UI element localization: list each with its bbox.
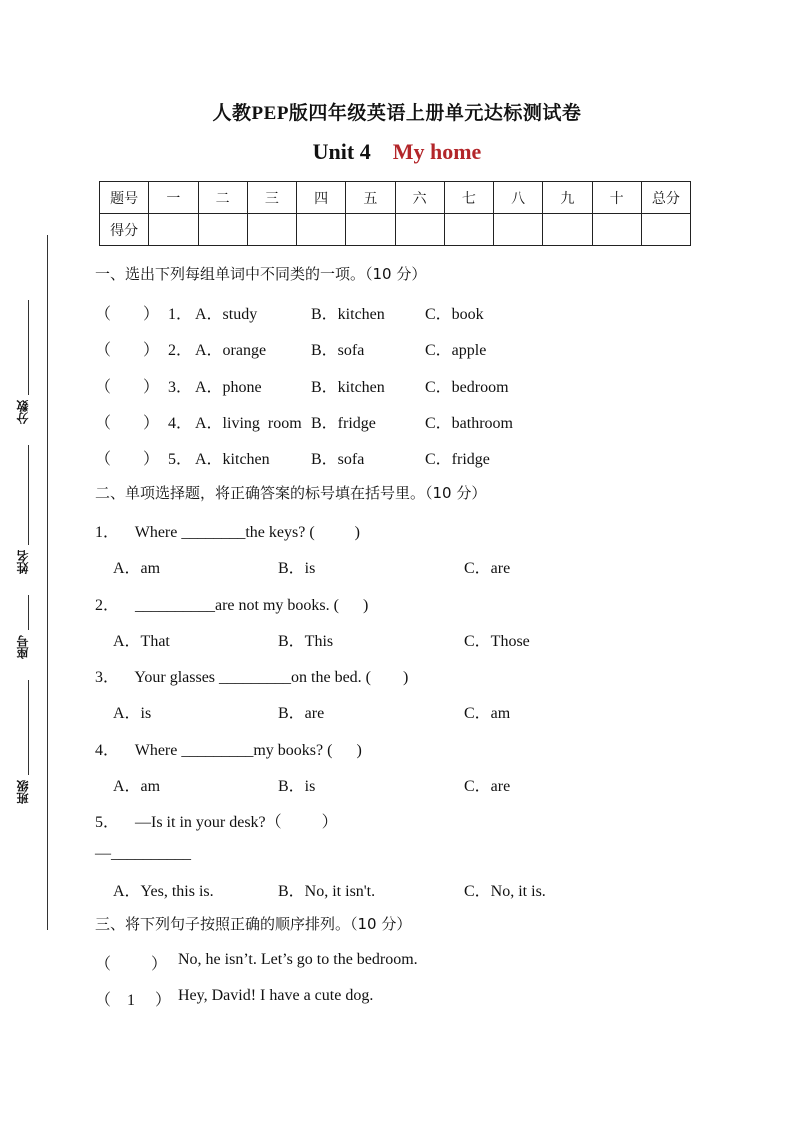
answer-line[interactable]: —__________ (95, 845, 191, 862)
table-cell: 七 (444, 182, 493, 214)
option-b: B．fridge (311, 415, 376, 432)
option-c: C．bedroom (425, 379, 509, 396)
seat-blank[interactable] (28, 595, 29, 630)
option-b: B．sofa (311, 342, 365, 359)
option-a: A．study (195, 306, 258, 323)
binding-label-class: 班级 (16, 780, 30, 804)
option-c: C．are (464, 778, 511, 795)
section-heading: 三、将下列句子按照正确的顺序排列。（10 分） (95, 915, 412, 933)
answer-paren[interactable]: （ ） (95, 342, 160, 359)
table-cell: 八 (494, 182, 543, 214)
option-c: C．apple (425, 342, 487, 359)
item-number: 1． (168, 306, 193, 323)
score-table (99, 181, 691, 246)
table-cell: 六 (395, 182, 444, 214)
option-b: B．No, it isn't. (278, 883, 376, 900)
option-c: C．am (464, 705, 511, 722)
unit-topic: My home (392, 139, 482, 164)
section-heading: 一、选出下列每组单词中不同类的一项。（10 分） (95, 265, 427, 283)
option-c: C．Those (464, 633, 530, 650)
option-a: A．orange (195, 342, 267, 359)
exam-title: 人教PEP版四年级英语上册单元达标测试卷 (212, 103, 582, 124)
option-b: B．is (278, 560, 316, 577)
table-cell: 九 (543, 182, 592, 214)
option-b: B．kitchen (311, 379, 385, 396)
option-a: A．living room (195, 415, 302, 432)
table-cell: 得分 (100, 214, 149, 246)
option-c: C．No, it is. (464, 883, 546, 900)
option-b: B．is (278, 778, 316, 795)
option-a: A．am (113, 778, 161, 795)
score-input-cell[interactable] (297, 214, 346, 246)
option-a: A．That (113, 633, 170, 650)
item-number: 2． (168, 342, 193, 359)
table-cell: 四 (297, 182, 346, 214)
option-b: B．kitchen (311, 306, 385, 323)
score-input-cell[interactable] (346, 214, 395, 246)
score-input-cell[interactable] (149, 214, 198, 246)
option-a: A．Yes, this is. (113, 883, 214, 900)
answer-paren[interactable]: （ ） (95, 415, 160, 432)
item-number: 4． (168, 415, 193, 432)
score-table-score-row (100, 214, 691, 246)
name-blank[interactable] (28, 445, 29, 545)
score-input-cell[interactable] (247, 214, 296, 246)
item-number: 5． (168, 451, 193, 468)
unit-title (0, 139, 794, 165)
option-a: A．kitchen (195, 451, 270, 468)
option-c: C．book (425, 306, 484, 323)
score-input-cell[interactable] (641, 214, 690, 246)
option-c: C．are (464, 560, 511, 577)
score-table-header-row (100, 182, 691, 214)
option-a: A．am (113, 560, 161, 577)
score-input-cell[interactable] (198, 214, 247, 246)
section-heading: 二、单项选择题，将正确答案的标号填在括号里。（10 分） (95, 484, 487, 502)
question-stem: 3． Your glasses _________on the bed. ( ) (95, 669, 409, 686)
option-c: C．bathroom (425, 415, 513, 432)
option-b: B．are (278, 705, 325, 722)
question-stem: 4． Where _________my books? ( ) (95, 742, 362, 759)
binding-label-seat: 座号 (16, 635, 30, 659)
answer-paren[interactable]: （ 1 ） (95, 992, 172, 1009)
table-cell: 三 (247, 182, 296, 214)
score-input-cell[interactable] (592, 214, 641, 246)
answer-paren[interactable]: （ ） (95, 956, 168, 973)
answer-paren[interactable]: （ ） (95, 451, 160, 468)
class-blank[interactable] (28, 680, 29, 775)
option-b: B．sofa (311, 451, 365, 468)
option-a: A．is (113, 705, 152, 722)
table-cell: 一 (149, 182, 198, 214)
item-number: 3． (168, 379, 193, 396)
binding-label-score: 分数 (16, 400, 30, 424)
unit-number: Unit 4 (312, 139, 371, 164)
score-blank[interactable] (28, 300, 29, 395)
score-input-cell[interactable] (494, 214, 543, 246)
table-cell: 二 (198, 182, 247, 214)
score-input-cell[interactable] (444, 214, 493, 246)
question-stem: 5． —Is it in your desk?（ ） (95, 814, 338, 831)
table-cell: 总分 (641, 182, 690, 214)
option-a: A．phone (195, 379, 262, 396)
binding-label-name: 姓名 (16, 550, 30, 574)
sentence-text: Hey, David! I have a cute dog. (178, 987, 374, 1004)
option-b: B．This (278, 633, 334, 650)
score-input-cell[interactable] (395, 214, 444, 246)
sentence-text: No, he isn’t. Let’s go to the bedroom. (178, 951, 418, 968)
answer-paren[interactable]: （ ） (95, 379, 160, 396)
option-c: C．fridge (425, 451, 490, 468)
table-cell: 十 (592, 182, 641, 214)
table-cell: 题号 (100, 182, 149, 214)
question-stem: 2． __________are not my books. ( ) (95, 597, 369, 614)
binding-margin (0, 235, 60, 935)
binding-line (47, 235, 48, 930)
question-stem: 1． Where ________the keys? ( ) (95, 524, 360, 541)
score-input-cell[interactable] (543, 214, 592, 246)
table-cell: 五 (346, 182, 395, 214)
answer-paren[interactable]: （ ） (95, 306, 160, 323)
